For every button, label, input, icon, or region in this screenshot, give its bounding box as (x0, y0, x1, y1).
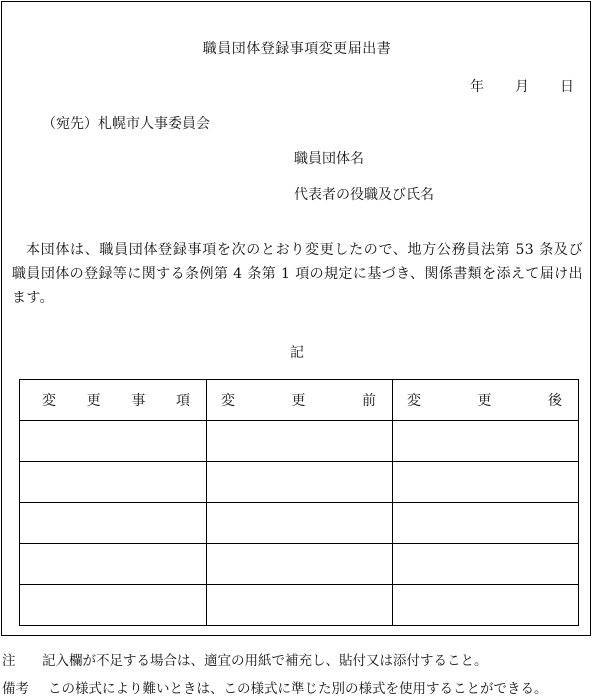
header-char: 後 (548, 393, 562, 409)
before-cell[interactable] (207, 462, 393, 503)
header-before-change (207, 380, 393, 421)
body-paragraph: 本団体は、職員団体登録事項を次のとおり変更したので、地方公務員法第 53 条及び職員団体の登録等に関する条例第 4 条第 1 項の規定に基づき、関係書類を添えて届け出ます。 (12, 242, 583, 306)
footnote-note (2, 652, 488, 670)
table-row (20, 585, 579, 626)
header-after-change (393, 380, 579, 421)
form-frame (1, 1, 591, 636)
change-item-cell[interactable] (20, 585, 207, 626)
addressee: （宛先）札幌市人事委員会 (42, 116, 210, 132)
remarks-label: 備考 (2, 681, 29, 697)
date-year-label: 年 (470, 79, 484, 95)
after-cell[interactable] (393, 544, 579, 585)
table-header-row (20, 380, 579, 421)
form-title: 職員団体登録事項変更届出書 (202, 41, 392, 57)
header-change-item (20, 380, 207, 421)
header-char: 更 (86, 393, 101, 409)
header-char: 変 (42, 393, 56, 409)
table-row (20, 503, 579, 544)
after-cell[interactable] (393, 503, 579, 544)
header-char: 事 (131, 393, 146, 409)
representative-label: 代表者の役職及び氏名 (294, 187, 434, 203)
organization-name-label: 職員団体名 (294, 151, 364, 167)
header-char: 更 (477, 393, 492, 409)
table-row (20, 421, 579, 462)
change-table (19, 379, 579, 626)
table-row (20, 544, 579, 585)
before-cell[interactable] (207, 544, 393, 585)
ki-heading: 記 (290, 345, 304, 361)
change-item-cell[interactable] (20, 503, 207, 544)
change-item-cell[interactable] (20, 462, 207, 503)
after-cell[interactable] (393, 421, 579, 462)
change-item-cell[interactable] (20, 421, 207, 462)
before-cell[interactable] (207, 585, 393, 626)
header-char: 項 (175, 393, 190, 409)
after-cell[interactable] (393, 462, 579, 503)
change-item-cell[interactable] (20, 544, 207, 585)
note-text: 記入欄が不足する場合は、適宜の用紙で補充し、貼付又は添付すること。 (42, 653, 488, 669)
header-char: 変 (221, 393, 235, 409)
before-cell[interactable] (207, 421, 393, 462)
remarks-text: この様式により難いときは、この様式に準じた別の様式を使用することができる。 (48, 681, 548, 697)
table-row (20, 462, 579, 503)
before-cell[interactable] (207, 503, 393, 544)
date-month-label: 月 (515, 79, 529, 95)
after-cell[interactable] (393, 585, 579, 626)
note-label: 注 (2, 653, 16, 669)
date-day-label: 日 (560, 79, 574, 95)
footnote-remarks (2, 680, 548, 698)
date-line (470, 78, 574, 96)
header-char: 変 (407, 393, 421, 409)
header-char: 更 (291, 393, 306, 409)
header-char: 前 (362, 393, 376, 409)
